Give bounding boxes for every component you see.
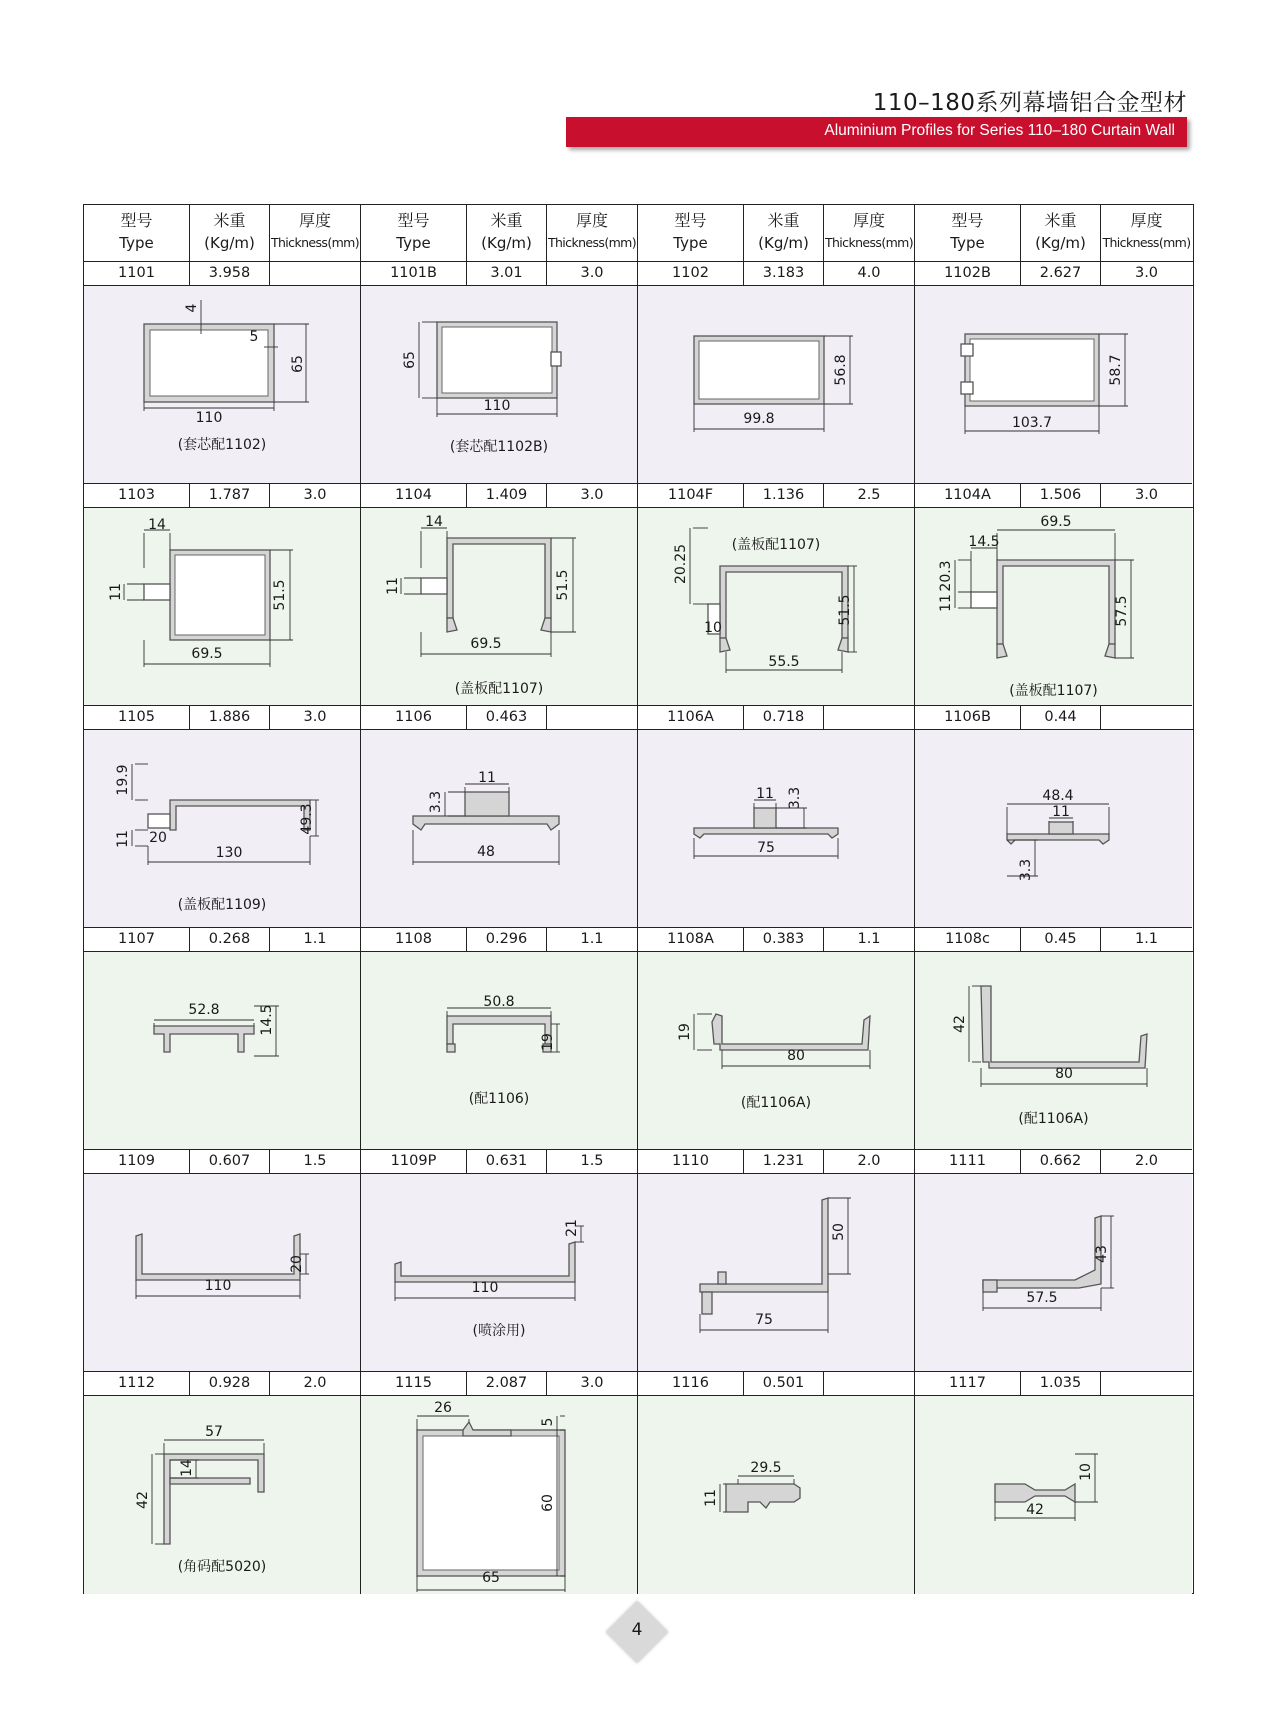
profile-thickness: 1.1 bbox=[270, 928, 361, 951]
header-cell bbox=[467, 205, 547, 261]
profile-weight: 0.45 bbox=[1021, 928, 1101, 951]
header-label-cn: 厚度 bbox=[298, 211, 331, 230]
dimension-label: 51.5 bbox=[837, 594, 853, 626]
profile-drawing-cell bbox=[84, 952, 361, 1150]
dimension-label: 20.25 bbox=[673, 543, 689, 585]
dimension-label: 130 bbox=[215, 845, 243, 861]
info-row bbox=[84, 1150, 1193, 1174]
header-cell bbox=[824, 205, 915, 261]
profile-thickness: 3.0 bbox=[547, 262, 638, 285]
dimension-label: 14 bbox=[179, 1459, 195, 1477]
dimension-label: 69.5 bbox=[191, 646, 223, 662]
profile-weight: 0.928 bbox=[190, 1372, 270, 1395]
profile-drawing bbox=[638, 286, 913, 482]
profile-row bbox=[84, 1150, 1193, 1372]
dimension-label: 5 bbox=[249, 329, 259, 345]
profile-drawing bbox=[915, 286, 1190, 482]
header-label-cn: 型号 bbox=[674, 211, 707, 230]
header-label-en: Type bbox=[119, 234, 154, 252]
profile-note: (盖板配1109) bbox=[177, 897, 267, 913]
profile-type: 1103 bbox=[84, 484, 190, 507]
table-header bbox=[84, 205, 1193, 262]
header-label-en: Thickness(mm) bbox=[824, 235, 914, 250]
profile-row bbox=[84, 1372, 1193, 1594]
header-cell bbox=[84, 205, 190, 261]
dimension-label: 56.8 bbox=[833, 354, 849, 386]
profile-weight: 2.627 bbox=[1021, 262, 1101, 285]
profile-drawing-cell bbox=[361, 508, 638, 706]
dimension-label: 20 bbox=[149, 830, 167, 846]
dimension-label: 42 bbox=[1026, 1502, 1044, 1518]
header-label-cn: 型号 bbox=[951, 211, 984, 230]
header-cell bbox=[1021, 205, 1101, 261]
profile-weight: 1.787 bbox=[190, 484, 270, 507]
profile-drawing bbox=[84, 1174, 359, 1370]
dimension-label: 14.5 bbox=[968, 534, 1000, 550]
header-label-en: Type bbox=[950, 234, 985, 252]
profile-thickness bbox=[1101, 706, 1192, 729]
profile-drawing-cell bbox=[638, 730, 915, 928]
profile-drawing-cell bbox=[361, 1174, 638, 1372]
profile-type: 1116 bbox=[638, 1372, 744, 1395]
dimension-label: 110 bbox=[195, 410, 223, 426]
dimension-label: 50.8 bbox=[483, 994, 515, 1010]
profile-weight: 0.662 bbox=[1021, 1150, 1101, 1173]
dimension-label: 75 bbox=[757, 840, 775, 856]
profile-weight: 0.268 bbox=[190, 928, 270, 951]
dimension-label: 57.5 bbox=[1026, 1290, 1058, 1306]
dimension-label: 29.5 bbox=[750, 1460, 782, 1476]
profile-drawing bbox=[638, 1174, 913, 1370]
profile-type: 1104F bbox=[638, 484, 744, 507]
dimension-label: 52.8 bbox=[188, 1002, 220, 1018]
profile-drawing bbox=[915, 730, 1190, 926]
dimension-label: 19 bbox=[540, 1033, 556, 1051]
profile-drawing-cell bbox=[84, 286, 361, 484]
title-banner-text: Aluminium Profiles for Series 110–180 Curtain Wall bbox=[824, 122, 1175, 139]
dimension-label: 11 bbox=[938, 594, 954, 612]
header-label-cn: 厚度 bbox=[575, 211, 608, 230]
header-label-en: (Kg/m) bbox=[204, 234, 255, 252]
header-cell bbox=[190, 205, 270, 261]
profile-note: (盖板配1107) bbox=[731, 537, 821, 553]
profile-drawing bbox=[84, 508, 359, 704]
dimension-label: 5 bbox=[540, 1417, 556, 1427]
profile-weight: 0.631 bbox=[467, 1150, 547, 1173]
profile-drawing-cell bbox=[915, 286, 1192, 484]
profile-thickness bbox=[1101, 1372, 1192, 1395]
header-label-cn: 米重 bbox=[1044, 211, 1077, 230]
profile-drawing-cell bbox=[84, 508, 361, 706]
profile-weight: 0.718 bbox=[744, 706, 824, 729]
profile-drawing-cell bbox=[361, 952, 638, 1150]
profile-note: (配1106A) bbox=[1018, 1111, 1089, 1127]
profile-drawing bbox=[915, 508, 1190, 704]
profile-note: (角码配5020) bbox=[177, 1559, 267, 1575]
profile-drawing-cell bbox=[915, 1174, 1192, 1372]
header-cell bbox=[638, 205, 744, 261]
dimension-label: 42 bbox=[135, 1491, 151, 1509]
profile-type: 1109 bbox=[84, 1150, 190, 1173]
profile-thickness: 1.1 bbox=[1134, 931, 1159, 947]
profile-weight: 1.409 bbox=[467, 484, 547, 507]
profile-type: 1104 bbox=[361, 484, 467, 507]
profile-type: 1110 bbox=[638, 1150, 744, 1173]
profile-type: 1101 bbox=[84, 262, 190, 285]
profile-drawing bbox=[638, 952, 913, 1148]
dimension-label: 14 bbox=[148, 517, 166, 533]
dimension-label: 48.4 bbox=[1042, 788, 1074, 804]
dimension-label: 80 bbox=[1055, 1066, 1073, 1082]
header-cell bbox=[270, 205, 361, 261]
dimension-label: 11 bbox=[703, 1489, 719, 1507]
profile-drawing bbox=[361, 1174, 636, 1370]
header-label-en: Thickness(mm) bbox=[1102, 235, 1191, 250]
profile-thickness: 3.0 bbox=[1134, 487, 1159, 503]
dimension-label: 75 bbox=[755, 1312, 773, 1328]
profile-type: 1101B bbox=[361, 262, 467, 285]
profiles-table bbox=[83, 204, 1194, 1594]
profile-note: (配1106) bbox=[468, 1091, 530, 1107]
profile-drawing-cell bbox=[638, 1396, 915, 1594]
profile-weight: 1.506 bbox=[1021, 484, 1101, 507]
profile-drawing-cell bbox=[638, 952, 915, 1150]
profile-drawing bbox=[915, 1396, 1190, 1592]
page-title: 110–180系列幕墙铝合金型材 bbox=[872, 90, 1187, 116]
dimension-label: 110 bbox=[483, 398, 511, 414]
profile-note: (喷涂用) bbox=[472, 1323, 526, 1339]
profile-weight: 2.087 bbox=[467, 1372, 547, 1395]
dimension-label: 65 bbox=[402, 351, 418, 369]
profile-row bbox=[84, 928, 1193, 1150]
dimension-label: 110 bbox=[471, 1280, 499, 1296]
header-label-cn: 型号 bbox=[397, 211, 430, 230]
profile-thickness: 4.0 bbox=[824, 262, 915, 285]
profile-note: (配1106A) bbox=[740, 1095, 812, 1111]
profile-weight: 0.501 bbox=[744, 1372, 824, 1395]
profile-drawing-cell bbox=[638, 508, 915, 706]
profile-note: (套芯配1102) bbox=[177, 437, 267, 453]
profile-note: (盖板配1107) bbox=[1009, 683, 1098, 699]
dimension-label: 11 bbox=[756, 786, 774, 802]
profile-type: 1106 bbox=[361, 706, 467, 729]
profile-thickness: 2.0 bbox=[1134, 1153, 1159, 1169]
profile-drawing-cell bbox=[915, 730, 1192, 928]
profile-drawing-cell bbox=[361, 286, 638, 484]
header-label-en: (Kg/m) bbox=[758, 234, 809, 252]
header-label-cn: 米重 bbox=[490, 211, 523, 230]
info-row bbox=[84, 484, 1193, 508]
dimension-label: 42 bbox=[952, 1015, 968, 1033]
header-label-en: Thickness(mm) bbox=[270, 235, 360, 250]
header-cell bbox=[547, 205, 638, 261]
profile-type: 1109P bbox=[361, 1150, 467, 1173]
profile-type: 1106B bbox=[915, 706, 1021, 729]
profile-thickness: 2.0 bbox=[270, 1372, 361, 1395]
dimension-label: 11 bbox=[108, 583, 124, 601]
dimension-label: 21 bbox=[564, 1219, 580, 1237]
profile-type: 1111 bbox=[915, 1150, 1021, 1173]
header-label-cn: 米重 bbox=[767, 211, 800, 230]
profile-thickness bbox=[270, 262, 361, 285]
profile-type: 1115 bbox=[361, 1372, 467, 1395]
dimension-label: 19.9 bbox=[115, 764, 131, 796]
profile-thickness: 3.0 bbox=[547, 484, 638, 507]
profile-note: (盖板配1107) bbox=[454, 681, 544, 697]
dimension-label: 10 bbox=[704, 620, 722, 636]
profile-row bbox=[84, 262, 1193, 484]
title-banner bbox=[566, 117, 1187, 147]
profile-weight: 1.136 bbox=[744, 484, 824, 507]
dimension-label: 43 bbox=[1094, 1245, 1110, 1263]
dimension-label: 20.3 bbox=[938, 560, 954, 592]
profile-thickness: 3.0 bbox=[270, 706, 361, 729]
dimension-label: 69.5 bbox=[1040, 514, 1072, 530]
info-row bbox=[84, 262, 1193, 286]
dimension-label: 99.8 bbox=[743, 411, 775, 427]
dimension-label: 14 bbox=[425, 514, 443, 530]
profile-drawing-cell bbox=[915, 508, 1192, 706]
profile-row bbox=[84, 484, 1193, 706]
profile-drawing bbox=[361, 508, 636, 704]
dimension-label: 60 bbox=[540, 1494, 556, 1512]
header-cell bbox=[744, 205, 824, 261]
dimension-label: 103.7 bbox=[1011, 415, 1053, 431]
profile-weight: 1.886 bbox=[190, 706, 270, 729]
profile-drawing bbox=[84, 952, 359, 1148]
header-label-en: (Kg/m) bbox=[481, 234, 532, 252]
profile-type: 1102 bbox=[638, 262, 744, 285]
profile-drawing-cell bbox=[84, 1174, 361, 1372]
dimension-label: 10 bbox=[1078, 1463, 1094, 1481]
profile-thickness: 3.0 bbox=[547, 1372, 638, 1395]
profile-weight: 3.183 bbox=[744, 262, 824, 285]
dimension-label: 51.5 bbox=[555, 569, 571, 601]
profile-note: (套芯配1102B) bbox=[449, 439, 549, 455]
profile-type: 1107 bbox=[84, 928, 190, 951]
profile-drawing-cell bbox=[84, 1396, 361, 1594]
header-label-en: Thickness(mm) bbox=[547, 235, 637, 250]
profile-thickness: 2.0 bbox=[824, 1150, 915, 1173]
dimension-label: 11 bbox=[385, 577, 401, 595]
info-row bbox=[84, 1372, 1193, 1396]
profile-thickness bbox=[824, 706, 915, 729]
page-number: 4 bbox=[631, 1620, 643, 1640]
profile-weight: 1.231 bbox=[744, 1150, 824, 1173]
profile-type: 1104A bbox=[915, 484, 1021, 507]
profile-thickness: 1.1 bbox=[547, 928, 638, 951]
header-cell bbox=[915, 205, 1021, 261]
profile-type: 1108c bbox=[915, 928, 1021, 951]
dimension-label: 48 bbox=[477, 844, 495, 860]
dimension-label: 51.5 bbox=[272, 579, 288, 611]
header-label-en: Type bbox=[673, 234, 708, 252]
dimension-label: 80 bbox=[787, 1048, 805, 1064]
header-label-cn: 米重 bbox=[213, 211, 246, 230]
profile-thickness: 1.5 bbox=[547, 1150, 638, 1173]
info-row bbox=[84, 928, 1193, 952]
profile-drawing-cell bbox=[361, 730, 638, 928]
header-label-cn: 型号 bbox=[120, 211, 153, 230]
profile-type: 1106A bbox=[638, 706, 744, 729]
profile-drawing-cell bbox=[638, 286, 915, 484]
dimension-label: 65 bbox=[482, 1570, 500, 1586]
profile-type: 1102B bbox=[915, 262, 1021, 285]
profile-drawing bbox=[638, 1396, 913, 1592]
dimension-label: 14.5 bbox=[259, 1004, 275, 1036]
dimension-label: 58.7 bbox=[1108, 354, 1124, 386]
profile-weight: 0.383 bbox=[744, 928, 824, 951]
dimension-label: 19 bbox=[677, 1023, 693, 1041]
profile-thickness: 3.0 bbox=[1134, 265, 1159, 281]
dimension-label: 20 bbox=[289, 1255, 305, 1273]
dimension-label: 3.3 bbox=[787, 786, 803, 810]
profile-drawing-cell bbox=[915, 1396, 1192, 1594]
dimension-label: 57 bbox=[205, 1424, 223, 1440]
dimension-label: 3.3 bbox=[1018, 858, 1034, 882]
profile-drawing bbox=[915, 1174, 1190, 1370]
profile-drawing-cell bbox=[915, 952, 1192, 1150]
profile-weight: 3.01 bbox=[467, 262, 547, 285]
header-cell bbox=[1101, 205, 1192, 261]
profile-type: 1108A bbox=[638, 928, 744, 951]
dimension-label: 11 bbox=[478, 770, 496, 786]
dimension-label: 11 bbox=[115, 830, 131, 848]
profile-drawing-cell bbox=[361, 1396, 638, 1594]
profile-drawing bbox=[361, 952, 636, 1148]
profile-row bbox=[84, 706, 1193, 928]
dimension-label: 49.3 bbox=[299, 803, 315, 835]
header-label-cn: 厚度 bbox=[1130, 211, 1163, 230]
profile-weight: 1.035 bbox=[1021, 1372, 1101, 1395]
profile-weight: 0.44 bbox=[1021, 706, 1101, 729]
info-row bbox=[84, 706, 1193, 730]
profile-drawing-cell bbox=[84, 730, 361, 928]
header-label-en: (Kg/m) bbox=[1035, 234, 1086, 252]
dimension-label: 3.3 bbox=[428, 790, 444, 814]
dimension-label: 110 bbox=[204, 1278, 232, 1294]
header-cell bbox=[361, 205, 467, 261]
dimension-label: 50 bbox=[831, 1223, 847, 1241]
profile-weight: 0.607 bbox=[190, 1150, 270, 1173]
profile-thickness: 3.0 bbox=[270, 484, 361, 507]
profile-type: 1112 bbox=[84, 1372, 190, 1395]
profile-type: 1108 bbox=[361, 928, 467, 951]
profile-thickness: 1.5 bbox=[270, 1150, 361, 1173]
profile-weight: 0.296 bbox=[467, 928, 547, 951]
dimension-label: 26 bbox=[434, 1400, 452, 1416]
profile-thickness: 2.5 bbox=[824, 484, 915, 507]
profile-type: 1105 bbox=[84, 706, 190, 729]
dimension-label: 4 bbox=[184, 303, 200, 313]
profile-drawing-cell bbox=[638, 1174, 915, 1372]
dimension-label: 57.5 bbox=[1114, 595, 1130, 627]
profile-weight: 0.463 bbox=[467, 706, 547, 729]
dimension-label: 65 bbox=[290, 355, 306, 373]
dimension-label: 69.5 bbox=[470, 636, 502, 652]
profile-drawing bbox=[361, 730, 636, 926]
profile-thickness: 1.1 bbox=[824, 928, 915, 951]
profile-thickness bbox=[547, 706, 638, 729]
header-label-cn: 厚度 bbox=[852, 211, 885, 230]
profile-drawing bbox=[638, 730, 913, 926]
header-label-en: Type bbox=[396, 234, 431, 252]
dimension-label: 55.5 bbox=[768, 654, 800, 670]
dimension-label: 11 bbox=[1052, 804, 1070, 820]
profile-type: 1117 bbox=[915, 1372, 1021, 1395]
profile-drawing bbox=[361, 1396, 636, 1592]
profile-weight: 3.958 bbox=[190, 262, 270, 285]
profile-thickness bbox=[824, 1372, 915, 1395]
